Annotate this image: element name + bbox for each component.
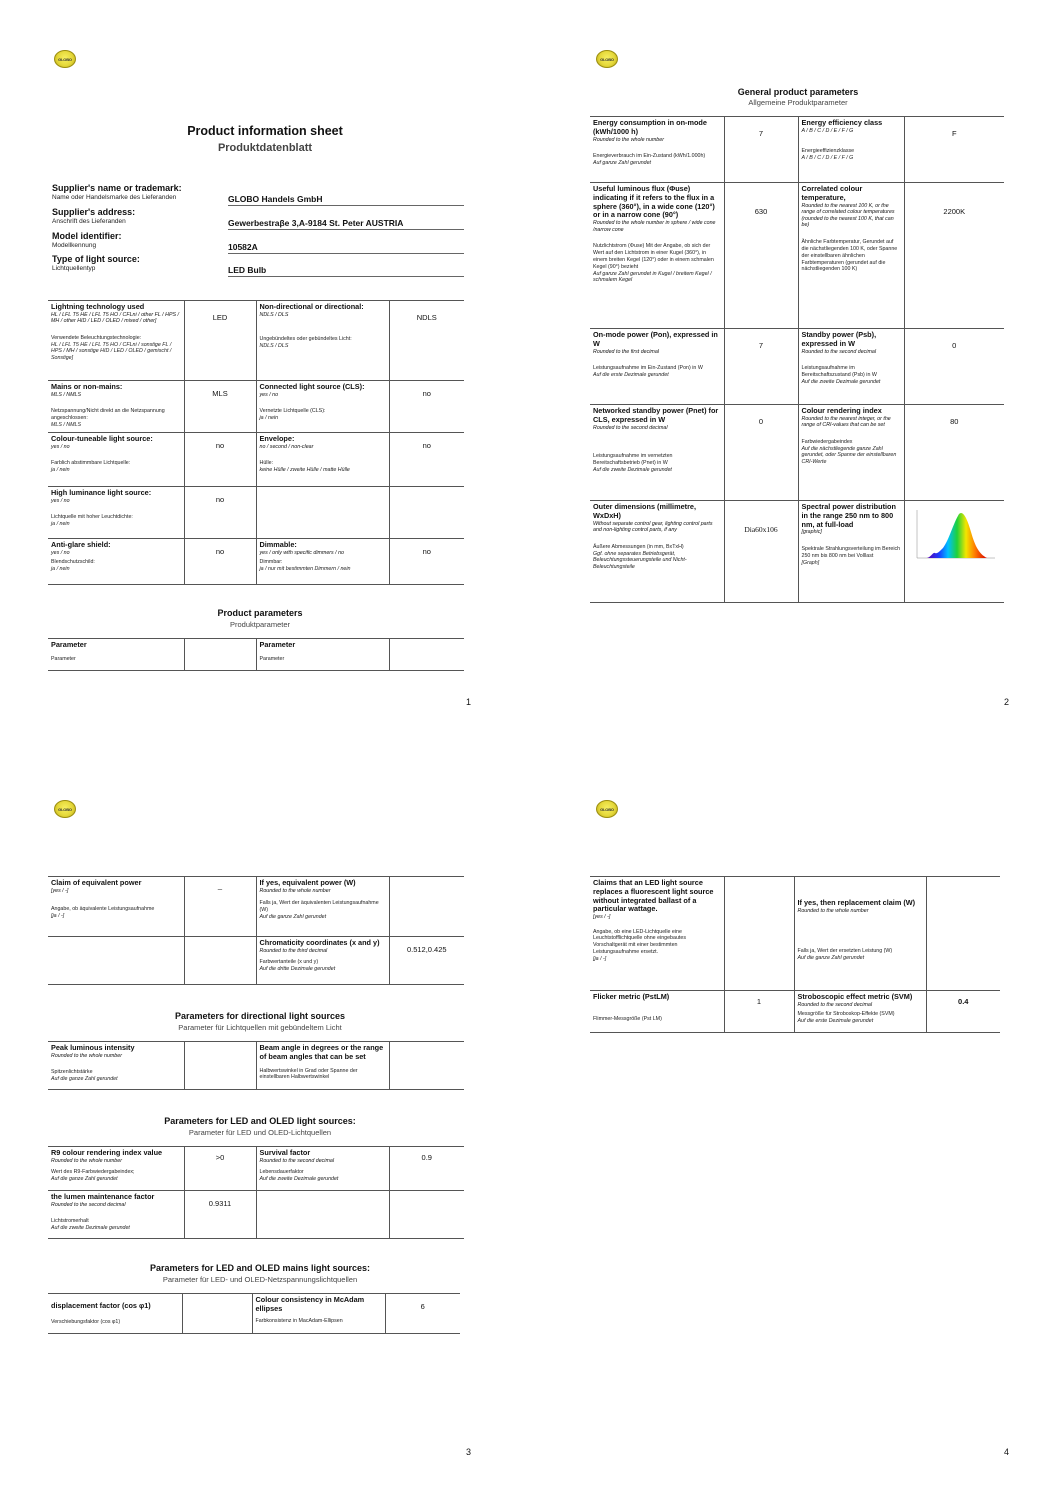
row-label: Flicker metric (PstLM) xyxy=(593,992,670,1001)
row-value: 0.9 xyxy=(389,1147,464,1191)
row-rounding: Rounded to the whole number xyxy=(593,136,664,143)
row-label-de: Farbwiedergabeindex xyxy=(801,438,853,445)
row-options-de: [ja / -] xyxy=(593,956,607,963)
row-rounding-de: Auf ganze Zahl gerundet in Kugel / breitem Kegel / schmalem Kegel xyxy=(593,270,712,284)
row-rounding: Rounded to the second decimal xyxy=(259,1157,335,1164)
row-label-de: Lebensdauerfaktor xyxy=(259,1169,304,1176)
row-value: no xyxy=(389,433,464,487)
row-label: Colour consistency in McAdam ellipses xyxy=(255,1295,365,1313)
row-label-de: Ungebündeltes oder gebündeltes Licht: xyxy=(259,336,352,343)
row-value: no xyxy=(184,539,256,585)
row-rounding: Rounded to the second decimal xyxy=(51,1201,126,1208)
row-label-de: Verschiebungsfaktor (cos φ1) xyxy=(51,1318,121,1325)
table-row xyxy=(48,487,464,539)
row-value: 7 xyxy=(724,117,798,183)
supplier-address-label: Supplier's address: xyxy=(52,207,136,217)
row-rounding-de: Auf die dritte Dezimale gerundet xyxy=(259,966,336,973)
row-rounding-de: Auf die zweite Dezimale gerundet xyxy=(593,466,672,473)
row-label: Useful luminous flux (Φuse) indicating if it refers to the flux in a sphere (360°), in a wide cone (120°) or in a narrow cone (90°) xyxy=(593,184,715,220)
row-rounding-de: Auf die erste Dezimale gerundet xyxy=(593,371,669,378)
row-options-de: ja / nein xyxy=(51,467,70,474)
row-label: the lumen maintenance factor xyxy=(51,1192,155,1201)
row-label: Envelope: xyxy=(259,434,295,443)
row-label-de: Falls ja, Wert der äquivalenten Leistungsaufnahme (W) xyxy=(259,900,379,914)
row-label: Anti-glare shield: xyxy=(51,540,111,549)
row-label: Peak luminous intensity xyxy=(51,1043,135,1052)
row-value: 80 xyxy=(904,405,1004,501)
section-title: Parameters for directional light sources xyxy=(174,1011,346,1021)
row-label: Non-directional or directional: xyxy=(259,302,364,311)
row-label: Chromaticity coordinates (x and y) xyxy=(259,938,380,947)
row-label-de: Leistungsaufnahme im Bereitschaftszustand (Psb) in W xyxy=(801,365,877,378)
row-label: If yes, equivalent power (W) xyxy=(259,878,356,887)
row-value: 0 xyxy=(724,405,798,501)
row-value: 2200K xyxy=(904,183,1004,329)
row-label-de: Parameter xyxy=(51,655,76,662)
general-parameters-table xyxy=(590,116,1004,603)
section-subtitle: Parameter für LED und OLED-Lichtquellen xyxy=(188,1128,332,1137)
row-options-de: A / B / C / D / E / F / G xyxy=(801,155,854,162)
globo-logo: GLOBO xyxy=(596,800,618,818)
technology-table xyxy=(48,300,464,585)
directional-table xyxy=(48,1041,464,1090)
row-options: yes / only with specific dimmers / no xyxy=(259,549,344,556)
row-label: Correlated colour temperature, xyxy=(801,184,863,202)
row-rounding-de: Auf die erste Dezimale gerundet xyxy=(797,1018,874,1025)
section-subtitle: Parameter für Lichtquellen mit gebündeltem Licht xyxy=(178,1023,342,1032)
row-label-de: Vernetzte Lichtquelle (CLS): xyxy=(259,408,326,415)
section-title: Parameters for LED and OLED mains light sources: xyxy=(149,1263,371,1273)
row-label: Spectral power distribution in the range 250 nm to 800 nm, at full-load xyxy=(801,502,896,529)
table-row xyxy=(48,539,464,585)
light-source-type-label-de: Lichtquellentyp xyxy=(52,264,96,272)
row-rounding-de: Auf die ganze Zahl gerundet xyxy=(259,914,327,921)
row-label: Survival factor xyxy=(259,1148,311,1157)
supplier-name-value: GLOBO Handels GmbH xyxy=(228,190,464,206)
table-row xyxy=(48,1147,464,1191)
claims-table xyxy=(590,876,1000,1033)
section-subtitle: Parameter für LED- und OLED-Netzspannungslichtquellen xyxy=(162,1275,358,1284)
row-label-de: Wert des R9-Farbwiedergabeindex; xyxy=(51,1169,135,1176)
row-label-de: Leistungsaufnahme im vernetzten Bereitschaftsbetrieb (Pnet) in W xyxy=(593,453,673,466)
row-rounding: Rounded to the whole number xyxy=(797,907,869,914)
row-rounding-de: Auf die zweite Dezimale gerundet xyxy=(51,1225,130,1232)
page-subtitle: Allgemeine Produktparameter xyxy=(748,98,848,107)
table-row xyxy=(590,329,1004,405)
table-row xyxy=(48,1294,460,1334)
row-options-de: [ja / -] xyxy=(51,913,65,920)
model-identifier-label-de: Modellkennung xyxy=(52,241,97,249)
row-rounding: Rounded to the whole number xyxy=(51,1052,122,1059)
page-1 xyxy=(0,0,530,750)
table-row xyxy=(590,183,1004,329)
row-label-de: Farbkonsistenz in MacAdam-Ellipsen xyxy=(255,1317,343,1324)
row-value: MLS xyxy=(184,381,256,433)
row-label-de: Leistungsaufnahme im Ein-Zustand (Pon) in W xyxy=(593,365,703,372)
row-label: Standby power (Psb), expressed in W xyxy=(801,330,877,348)
model-identifier-value: 10582A xyxy=(228,238,464,254)
row-value: 0.512,0.425 xyxy=(389,937,464,985)
row-rounding: Rounded to the nearest 100 K, or the range of correlated colour temperatures (rounded to the nearest 100 K, that can be) xyxy=(801,202,895,229)
row-value: NDLS xyxy=(389,301,464,381)
row-rounding: Rounded to the first decimal xyxy=(593,348,659,355)
mains-parameters-table xyxy=(48,1293,460,1334)
row-options-de: HL / LFL T5 HE / LFL T5 HO / CFLni / sonstige FL / HPS / MH / sonstige HID / LED / OLED / gemischt / Sonstige] xyxy=(51,341,172,362)
row-label: Dimmable: xyxy=(259,540,297,549)
row-value: _ xyxy=(184,877,256,937)
row-rounding-de: Auf die zweite Dezimale gerundet xyxy=(259,1176,339,1183)
row-label-de: Verwendete Beleuchtungstechnologie: xyxy=(51,334,142,341)
row-label: Outer dimensions (millimetre, WxDxH) xyxy=(593,502,696,520)
table-row xyxy=(590,117,1004,183)
row-options: yes / no xyxy=(51,443,70,450)
table-row xyxy=(590,877,1000,991)
row-rounding-de: Auf die ganze Zahl gerundet xyxy=(797,955,865,962)
row-label: Energy consumption in on-mode (kWh/1000 h) xyxy=(593,118,707,136)
page-title: General product parameters xyxy=(737,87,859,97)
row-value: no xyxy=(389,381,464,433)
globo-logo: GLOBO xyxy=(54,800,76,818)
row-label-de: Falls ja, Wert der ersetzten Leistung (W) xyxy=(797,948,893,955)
row-value: LED xyxy=(184,301,256,381)
globo-logo: GLOBO xyxy=(596,50,618,68)
row-label: On-mode power (Pon), expressed in W xyxy=(593,330,718,348)
row-value: no xyxy=(184,433,256,487)
table-row xyxy=(48,639,464,671)
row-value: 0 xyxy=(904,329,1004,405)
row-rounding-de: Auf ganze Zahl gerundet xyxy=(593,159,652,166)
equivalent-power-table xyxy=(48,876,464,985)
row-label-de: Energieeffizienzklasse xyxy=(801,148,855,155)
supplier-address-value: Gewerbestraβe 3,A-9184 St. Peter AUSTRIA xyxy=(228,214,464,230)
table-row xyxy=(48,1042,464,1090)
row-note-de: Ggf. ohne separates Betriebsgerät, Beleuchtungssteuerungsteile und Nicht-Beleuchtungsteile xyxy=(593,550,687,570)
row-rounding: Rounded to the whole number in sphere / wide cone /narrow cone xyxy=(593,220,716,233)
page-subtitle: Produktdatenblatt xyxy=(217,142,313,154)
row-rounding-de: Auf die nächstliegende ganze Zahl gerundet, oder Spanne der einstellbaren CRI-Werte xyxy=(801,445,897,466)
row-options: A / B / C / D / E / F / G xyxy=(801,127,854,134)
row-value: 7 xyxy=(724,329,798,405)
page-2 xyxy=(530,0,1060,750)
row-label-de: Messgröße für Stroboskop-Effekte (SVM) xyxy=(797,1011,895,1018)
table-row xyxy=(48,877,464,937)
row-label-de: Ähnliche Farbtemperatur, Gerundet auf die nächstliegenden 100 K, oder Spanne der einstellbaren ähnlichen Farbtemperaturen (gerundet auf die nächstliegenden 100 K) xyxy=(801,238,898,273)
row-note: Without separate control gear, lighting control parts and non-lighting control parts, if any xyxy=(593,520,713,534)
row-rounding: Rounded to the second decimal xyxy=(593,424,668,431)
row-options: [yes / -] xyxy=(593,914,611,920)
page-title: Product information sheet xyxy=(187,124,343,138)
row-value: 0.9311 xyxy=(184,1191,256,1239)
section-title: Parameters for LED and OLED light sources: xyxy=(164,1116,356,1126)
row-options: HL / LFL T5 HE / LFL T5 HO / CFLni / other FL / HPS / MH / other HID / LED / OLED / mixed / other] xyxy=(51,311,179,325)
row-label: Connected light source (CLS): xyxy=(259,382,365,391)
row-options-de: keine Hülle / zweite Hülle / matte Hülle xyxy=(259,467,350,474)
row-rounding: Rounded to the nearest integer, or the range of CRI-values that can be set xyxy=(801,415,891,429)
row-rounding: Rounded to the second decimal xyxy=(797,1001,873,1008)
row-value: no xyxy=(389,539,464,585)
row-label: High luminance light source: xyxy=(51,488,152,497)
row-options: NDLS / DLS xyxy=(259,311,289,318)
light-source-type-value: LED Bulb xyxy=(228,261,464,277)
row-label-de: Parameter xyxy=(259,655,285,662)
row-options-de: NDLS / DLS xyxy=(259,343,289,350)
row-label-de: Lichtquelle mit hoher Leuchtdichte: xyxy=(51,514,133,521)
row-rounding-de: Auf die ganze Zahl gerundet xyxy=(51,1176,118,1183)
table-row xyxy=(48,1191,464,1239)
table-row xyxy=(48,937,464,985)
section-subtitle: Produktparameter xyxy=(229,620,291,629)
row-label: Energy efficiency class xyxy=(801,118,883,127)
row-rounding: Rounded to the third decimal xyxy=(259,947,328,954)
row-value: Dia60x106 xyxy=(724,501,798,603)
row-label-de: Angabe, ob eine LED-Lichtquelle eine Leuchtstofflichtquelle ohne eingebautes Vorschaltgerät mit einer bestimmten Leistungsaufnahme ersetzt. xyxy=(593,928,686,956)
table-row xyxy=(48,381,464,433)
supplier-address-label-de: Anschrift des Lieferanden xyxy=(52,217,126,225)
section-title: Product parameters xyxy=(217,608,303,618)
page-number: 1 xyxy=(466,697,472,707)
row-options-de: ja / nein xyxy=(51,566,70,573)
row-label-de: Energieverbrauch im Ein-Zustand (kWh/1.000h) xyxy=(593,153,706,160)
row-label: Lightning technology used xyxy=(51,302,145,311)
table-row xyxy=(590,405,1004,501)
row-label: Parameter xyxy=(51,640,87,649)
page-number: 3 xyxy=(466,1447,472,1457)
row-label: Beam angle in degrees or the range of beam angles that can be set xyxy=(259,1043,384,1061)
row-rounding: Rounded to the whole number xyxy=(51,1157,122,1164)
led-parameters-table xyxy=(48,1146,464,1239)
row-label: Mains or non-mains: xyxy=(51,382,123,391)
row-label: Claim of equivalent power xyxy=(51,878,142,887)
row-label-de: Äußere Abmessungen (in mm, BxTxH) xyxy=(593,543,684,550)
row-note: [graphic] xyxy=(801,529,822,536)
table-row xyxy=(48,433,464,487)
row-value: 630 xyxy=(724,183,798,329)
row-value: 6 xyxy=(385,1294,460,1334)
row-label: Colour rendering index xyxy=(801,406,882,415)
row-options: yes / no xyxy=(259,391,279,398)
row-label: Stroboscopic effect metric (SVM) xyxy=(797,992,913,1001)
row-label-de: Flimmer-Messgröße (Pst LM) xyxy=(593,1015,662,1022)
row-label-de: Nutzlichtstrom (Φuse) Mit der Angabe, ob sich der Wert auf den Lichtstrom in einer Kugel (360°), in einem breiten Kegel (120°) oder in einem schmalen Kegel (90°) bezieht xyxy=(593,243,714,270)
row-value: no xyxy=(184,487,256,539)
spectral-distribution-graph xyxy=(909,506,999,566)
supplier-name-label: Supplier's name or trademark: xyxy=(52,183,182,193)
row-options: yes / no xyxy=(51,549,70,556)
row-value: 0.4 xyxy=(926,991,1000,1033)
page-4 xyxy=(530,750,1060,1500)
model-identifier-label: Model identifier: xyxy=(52,231,122,241)
page-number: 4 xyxy=(1004,1447,1010,1457)
row-value: 1 xyxy=(724,991,794,1033)
row-options-de: ja / nein xyxy=(51,521,70,528)
row-label-de: Angabe, ob äquivalente Leistungsaufnahme xyxy=(51,906,155,913)
table-row xyxy=(590,991,1000,1033)
row-label-de: Lichtstromerhalt xyxy=(51,1218,89,1225)
row-label: R9 colour rendering index value xyxy=(51,1148,163,1157)
row-label: displacement factor (cos φ1) xyxy=(51,1301,151,1310)
row-options-de: ja / nein xyxy=(259,415,279,422)
row-options: MLS / NMLS xyxy=(51,391,82,398)
row-label-de: Blendschutzschild: xyxy=(51,559,95,566)
page-3 xyxy=(0,750,530,1500)
table-row xyxy=(48,301,464,381)
row-note-de: [Graph] xyxy=(801,559,820,566)
row-label: Colour-tuneable light source: xyxy=(51,434,153,443)
row-label-de: Spektrale Strahlungsverteilung im Bereich 250 nm bis 800 nm bei Volllast xyxy=(801,545,901,559)
row-options: [yes / -] xyxy=(51,887,69,894)
row-rounding: Rounded to the second decimal xyxy=(801,348,877,355)
row-label: Networked standby power (Pnet) for CLS, expressed in W xyxy=(593,406,719,424)
row-label-de: Halbwertswinkel in Grad oder Spanne der einstellbaren Halbwertswinkel xyxy=(259,1067,358,1081)
row-label: Parameter xyxy=(259,640,296,649)
row-label: Claims that an LED light source replaces a fluorescent light source without integrated ballast of a particular wattage. xyxy=(593,878,714,914)
row-rounding-de: Auf die ganze Zahl gerundet xyxy=(51,1076,118,1083)
row-label-de: Farbwertanteile (x und y) xyxy=(259,959,319,966)
row-label: If yes, then replacement claim (W) xyxy=(797,898,916,907)
page-number: 2 xyxy=(1004,697,1010,707)
row-rounding-de: Auf die zweite Dezimale gerundet xyxy=(801,378,881,385)
light-source-type-label: Type of light source: xyxy=(52,254,140,264)
row-rounding: Rounded to the whole number xyxy=(259,887,331,894)
row-value: >0 xyxy=(184,1147,256,1191)
row-label-de: Hülle: xyxy=(259,460,274,467)
row-label-de: Spitzenlichtstärke xyxy=(51,1069,93,1076)
product-parameters-table xyxy=(48,638,464,671)
row-label-de: Netzspannung/Nicht direkt an die Netzspannung angeschlossen: xyxy=(51,408,165,422)
supplier-name-label-de: Name oder Handelsmarke des Lieferanden xyxy=(52,193,177,201)
table-row xyxy=(590,501,1004,603)
row-label-de: Dimmbar: xyxy=(259,559,283,566)
row-options: no / second / non-clear xyxy=(259,443,314,450)
row-options: yes / no xyxy=(51,497,70,504)
row-label-de: Farblich abstimmbare Lichtquelle: xyxy=(51,460,131,467)
row-options-de: ja / nur mit bestimmten Dimmern / nein xyxy=(259,566,351,573)
row-options-de: MLS / NMLS xyxy=(51,422,82,429)
row-value: F xyxy=(904,117,1004,183)
globo-logo: GLOBO xyxy=(54,50,76,68)
